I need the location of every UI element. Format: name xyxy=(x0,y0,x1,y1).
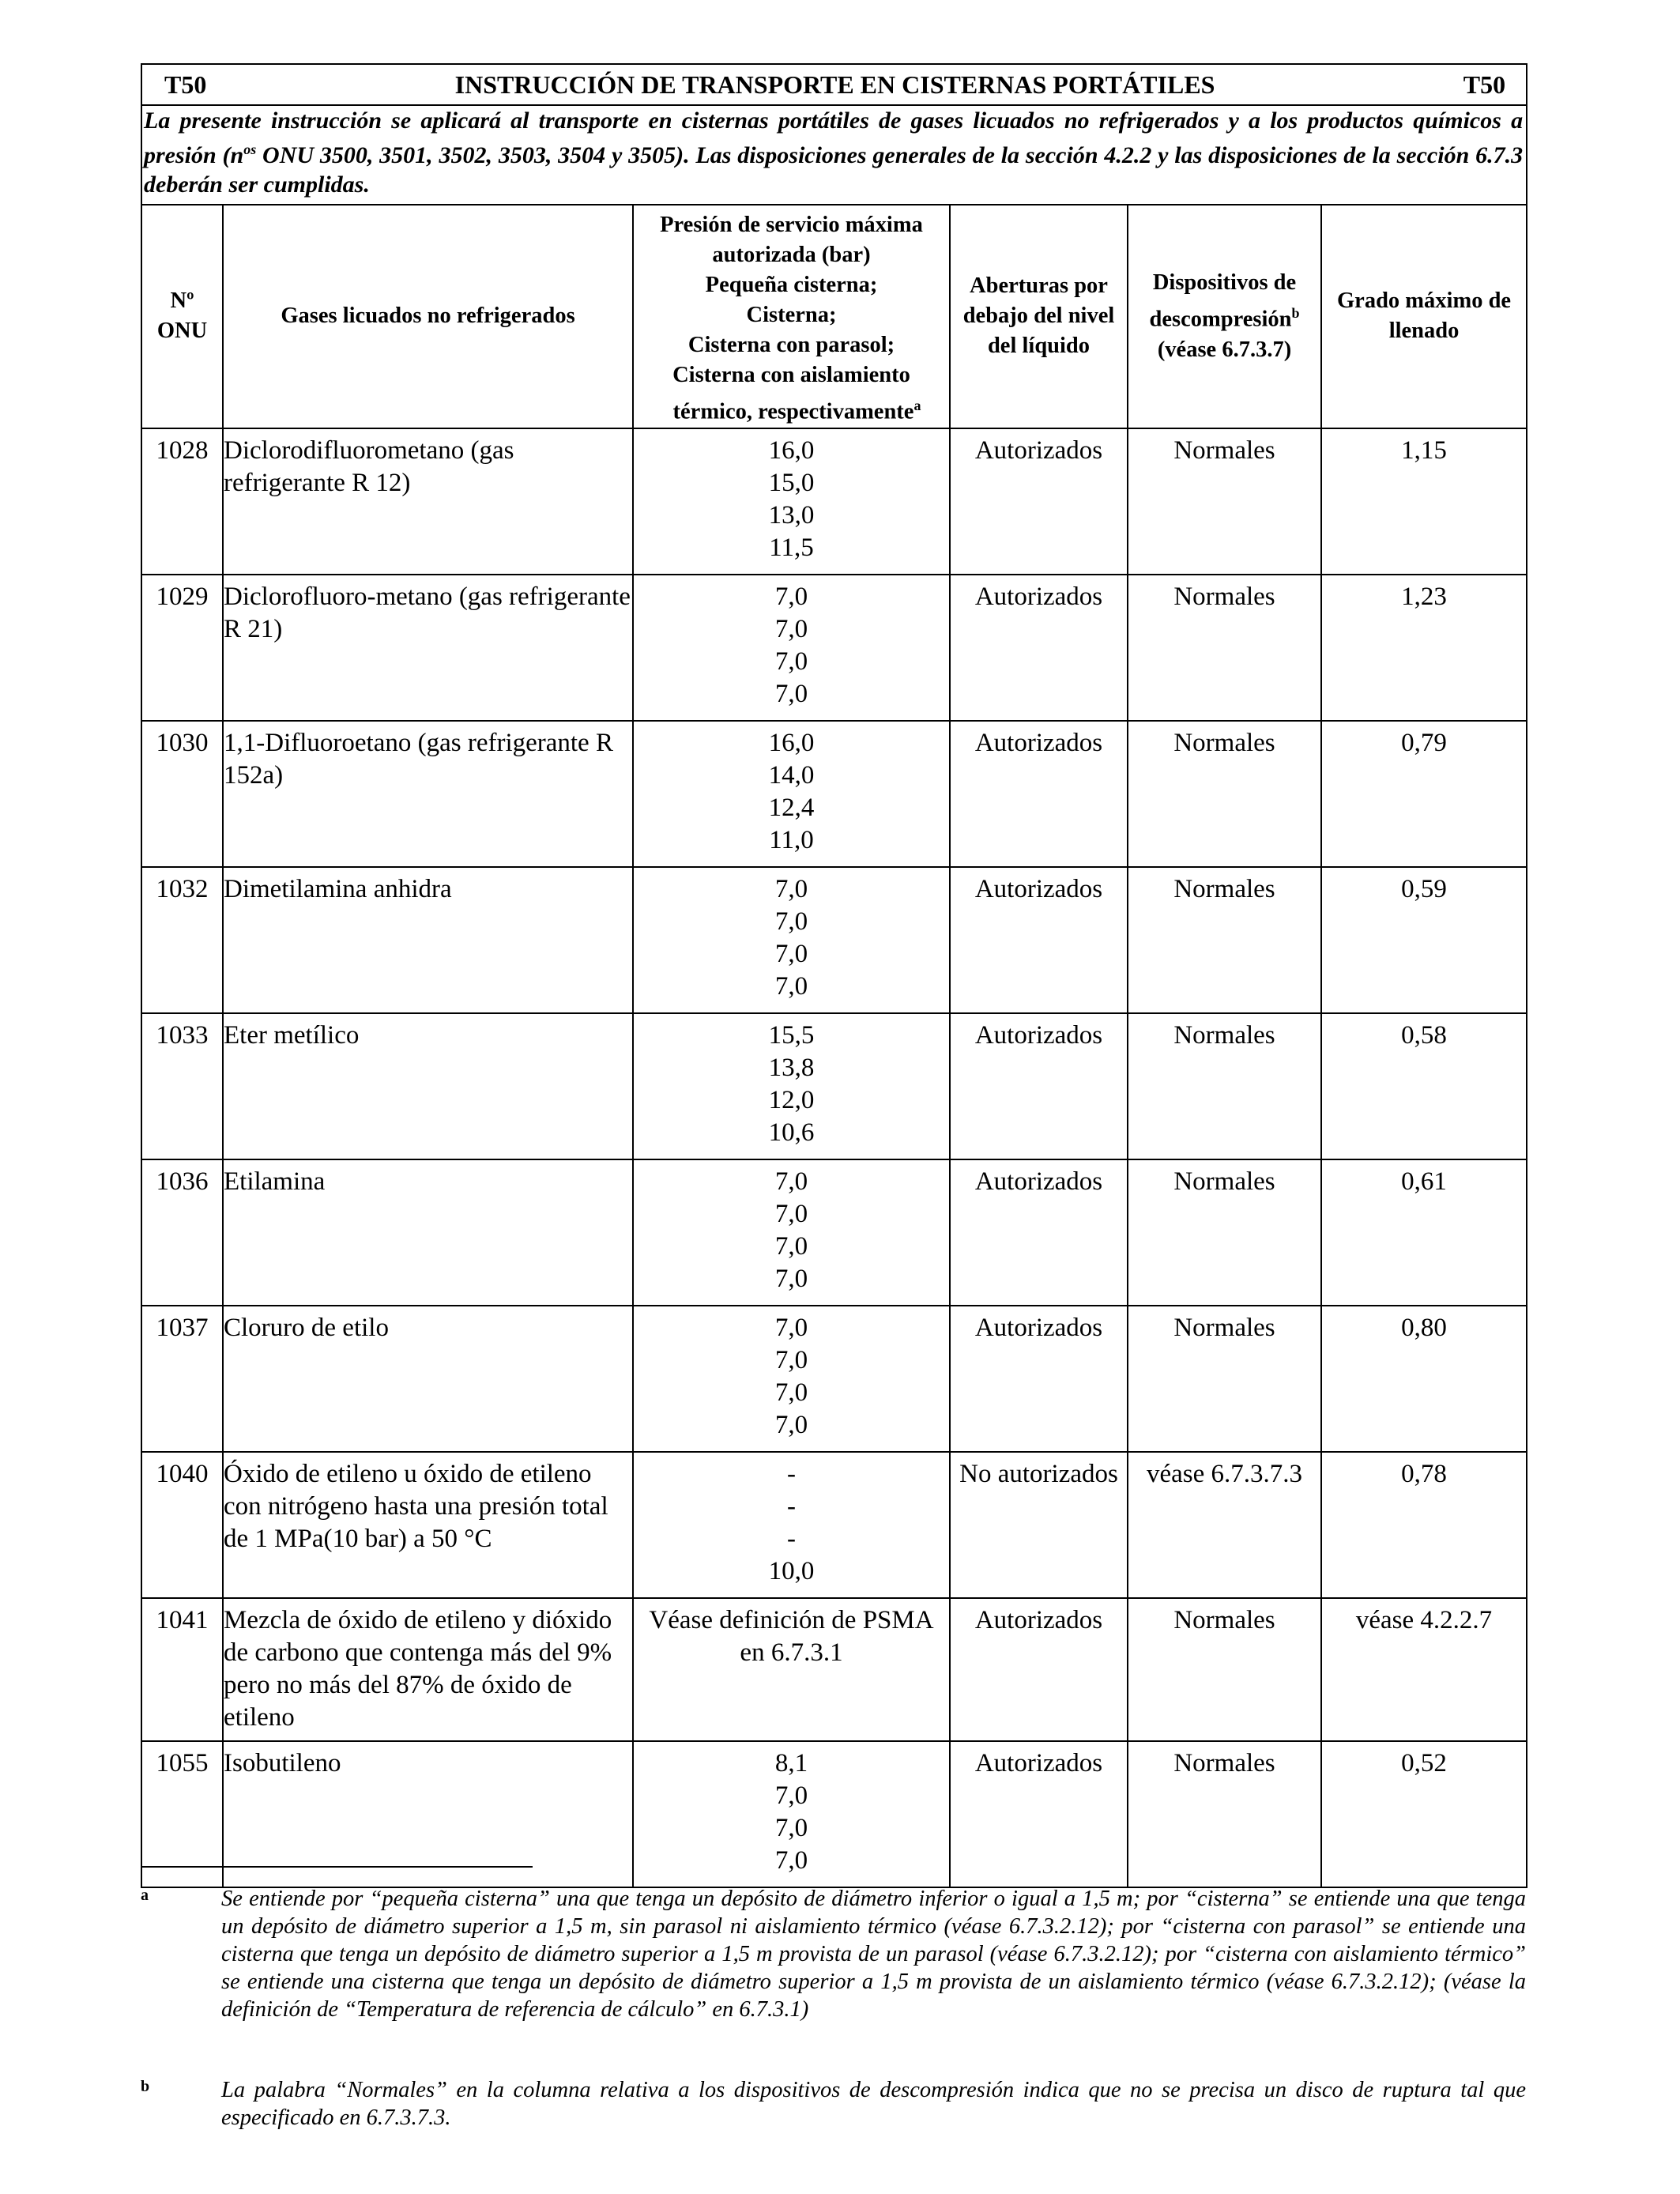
relief-devices-cell: Normales xyxy=(1128,1306,1321,1452)
pressure-value: 7,0 xyxy=(774,1813,808,1842)
pressure-value: 7,0 xyxy=(774,939,808,968)
intro-paragraph: La presente instrucción se aplicará al transporte en cisternas portátiles de gases licuados no refrigerados y a los productos químicos a presión ($n^{os}$ ONU 3500, 3501, 3502, 3503, 3504 y 3505). Las disposiciones generales de la sección 4.2.2 y las disposiciones de la sección 6.7.3 deberán ser cumplidas. xyxy=(141,105,1527,205)
openings-cell: Autorizados xyxy=(950,1306,1128,1452)
footnote-text: La palabra “Normales” en la columna relativa a los dispositivos de descompresión indica que no se precisa un disco de ruptura tal que especificado en 6.7.3.7.3. xyxy=(221,2078,1526,2130)
table-row xyxy=(141,867,1527,1013)
pressure-value: 8,1 xyxy=(774,1748,808,1777)
un-number-cell: 1029 xyxy=(141,575,223,721)
openings-cell: Autorizados xyxy=(950,1159,1128,1306)
header-un-number: Nº ONU xyxy=(141,205,223,428)
table-row xyxy=(141,1159,1527,1306)
header-gas-name: Gases licuados no refrigerados xyxy=(223,205,633,428)
header-max-filling: Grado máximo de llenado xyxy=(1321,205,1527,428)
table-row xyxy=(141,1598,1527,1741)
relief-devices-cell: Normales xyxy=(1128,1013,1321,1159)
title-row xyxy=(141,64,1527,105)
table-row xyxy=(141,1452,1527,1598)
instruction-code-left: T50 xyxy=(164,70,207,99)
max-filling-cell: 0,78 xyxy=(1321,1452,1527,1598)
table-body xyxy=(141,428,1527,1887)
un-number-cell: 1036 xyxy=(141,1159,223,1306)
gas-name-cell: Cloruro de etilo xyxy=(223,1306,633,1452)
max-filling-cell: 0,79 xyxy=(1321,721,1527,867)
max-filling-cell: 0,80 xyxy=(1321,1306,1527,1452)
header-pressure: Presión de servicio máxima autorizada (bar) Pequeña cisterna; Cisterna; Cisterna con parasol; Cisterna con aislamiento térmico, respectivamente$^a$ xyxy=(633,205,950,428)
pressure-value: 13,8 xyxy=(768,1053,815,1082)
relief-devices-cell: Normales xyxy=(1128,721,1321,867)
max-filling-cell: 0,59 xyxy=(1321,867,1527,1013)
intro-row xyxy=(141,105,1527,205)
pressure-value: 15,5 xyxy=(768,1020,815,1050)
pressure-value: 15,0 xyxy=(768,468,815,497)
gas-name-cell: Etilamina xyxy=(223,1159,633,1306)
max-filling-cell: 1,15 xyxy=(1321,428,1527,575)
pressure-value: 7,0 xyxy=(774,1345,808,1374)
pressure-cell xyxy=(633,1013,950,1159)
pressure-value: 11,5 xyxy=(769,533,814,562)
footnote-text: Se entiende por “pequeña cisterna” una que tenga un depósito de diámetro inferior o igual a 1,5 m; por “cisterna” se entiende una que tenga un depósito de diámetro superior a 1,5 m, sin parasol ni aislamiento térmico (véase 6.7.3.2.12); por “cisterna con parasol” se entiende una cisterna que tenga un depósito de diámetro superior a 1,5 m provista de un parasol (véase 6.7.3.2.12); por “cisterna con aislamiento térmico” se entiende una cisterna que tenga un depósito de diámetro superior a 1,5 m provista de un aislamiento térmico (véase 6.7.3.2.12); (véase la definición de “Temperatura de referencia de cálculo” en 6.7.3.1) xyxy=(221,1887,1526,2022)
un-number-cell: 1055 xyxy=(141,1741,223,1887)
pressure-cell xyxy=(633,1452,950,1598)
relief-devices-cell: Normales xyxy=(1128,1159,1321,1306)
gas-name-cell: Eter metílico xyxy=(223,1013,633,1159)
pressure-value: 7,0 xyxy=(774,1410,808,1439)
table-row xyxy=(141,428,1527,575)
pressure-value: 7,0 xyxy=(774,1313,808,1342)
relief-devices-cell: Normales xyxy=(1128,575,1321,721)
pressure-value: 12,0 xyxy=(768,1085,815,1114)
un-number-cell: 1033 xyxy=(141,1013,223,1159)
max-filling-cell: 0,52 xyxy=(1321,1741,1527,1887)
header-row xyxy=(141,205,1527,428)
pressure-value: 7,0 xyxy=(774,614,808,643)
table-row xyxy=(141,1306,1527,1452)
un-number-cell: 1032 xyxy=(141,867,223,1013)
table-row xyxy=(141,721,1527,867)
footnote-a xyxy=(141,1885,1526,2023)
pressure-value: 7,0 xyxy=(774,971,808,1001)
pressure-value: Véase definición de PSMA en 6.7.3.1 xyxy=(649,1605,934,1667)
un-number-cell: 1028 xyxy=(141,428,223,575)
transport-instruction-table xyxy=(141,63,1527,1888)
max-filling-cell: 0,61 xyxy=(1321,1159,1527,1306)
gas-name-cell: Diclorodifluorometano (gas refrigerante R 12) xyxy=(223,428,633,575)
pressure-value: 7,0 xyxy=(774,582,808,611)
pressure-cell xyxy=(633,575,950,721)
max-filling-cell: véase 4.2.2.7 xyxy=(1321,1598,1527,1741)
relief-devices-cell: Normales xyxy=(1128,1598,1321,1741)
pressure-value: - xyxy=(787,1459,796,1488)
un-number-cell: 1040 xyxy=(141,1452,223,1598)
relief-devices-cell: Normales xyxy=(1128,1741,1321,1887)
pressure-cell xyxy=(633,1306,950,1452)
gas-name-cell: Óxido de etileno u óxido de etileno con nitrógeno hasta una presión total de 1 MPa(10 bar) a 50 °C xyxy=(223,1452,633,1598)
pressure-value: 7,0 xyxy=(774,874,808,903)
pressure-value: 7,0 xyxy=(774,1264,808,1293)
instruction-title: INSTRUCCIÓN DE TRANSPORTE EN CISTERNAS PORTÁTILES xyxy=(454,70,1215,99)
un-number-cell: 1030 xyxy=(141,721,223,867)
pressure-value: 7,0 xyxy=(774,1781,808,1810)
relief-devices-cell: Normales xyxy=(1128,867,1321,1013)
gas-name-cell: Mezcla de óxido de etileno y dióxido de carbono que contenga más del 9% pero no más del 87% de óxido de etileno xyxy=(223,1598,633,1741)
pressure-value: 16,0 xyxy=(768,435,815,465)
max-filling-cell: 0,58 xyxy=(1321,1013,1527,1159)
max-filling-cell: 1,23 xyxy=(1321,575,1527,721)
relief-devices-cell: véase 6.7.3.7.3 xyxy=(1128,1452,1321,1598)
footnote-mark: b xyxy=(141,2078,150,2095)
pressure-value: - xyxy=(787,1524,796,1553)
pressure-cell xyxy=(633,1159,950,1306)
openings-cell: Autorizados xyxy=(950,1598,1128,1741)
pressure-value: 10,0 xyxy=(768,1556,815,1585)
un-number-cell: 1041 xyxy=(141,1598,223,1741)
gas-name-cell: Isobutileno xyxy=(223,1741,633,1887)
openings-cell: Autorizados xyxy=(950,575,1128,721)
pressure-value: 7,0 xyxy=(774,1167,808,1196)
openings-cell: No autorizados xyxy=(950,1452,1128,1598)
pressure-value: 13,0 xyxy=(768,500,815,530)
openings-cell: Autorizados xyxy=(950,1741,1128,1887)
un-number-cell: 1037 xyxy=(141,1306,223,1452)
header-relief-devices: Dispositivos de descompresión$^b$ (véase 6.7.3.7) xyxy=(1128,205,1321,428)
pressure-cell xyxy=(633,867,950,1013)
header-openings: Aberturas por debajo del nivel del líquido xyxy=(950,205,1128,428)
pressure-value: 16,0 xyxy=(768,728,815,757)
pressure-value: 10,6 xyxy=(768,1118,815,1147)
footnote-rule xyxy=(141,1866,533,1868)
footnote-mark: a xyxy=(141,1887,149,1904)
pressure-value: 12,4 xyxy=(768,793,815,822)
relief-devices-cell: Normales xyxy=(1128,428,1321,575)
pressure-cell xyxy=(633,428,950,575)
pressure-cell xyxy=(633,1598,950,1741)
pressure-value: 14,0 xyxy=(768,760,815,790)
pressure-cell xyxy=(633,721,950,867)
pressure-value: - xyxy=(787,1491,796,1521)
footnote-b xyxy=(141,2076,1526,2132)
pressure-value: 7,0 xyxy=(774,1199,808,1228)
table-row xyxy=(141,1741,1527,1887)
pressure-value: 7,0 xyxy=(774,1231,808,1261)
openings-cell: Autorizados xyxy=(950,721,1128,867)
pressure-value: 7,0 xyxy=(774,1845,808,1875)
pressure-value: 7,0 xyxy=(774,647,808,676)
table-row xyxy=(141,1013,1527,1159)
table-row xyxy=(141,575,1527,721)
instruction-code-right: T50 xyxy=(1463,70,1506,99)
gas-name-cell: Dimetilamina anhidra xyxy=(223,867,633,1013)
openings-cell: Autorizados xyxy=(950,1013,1128,1159)
pressure-value: 7,0 xyxy=(774,1378,808,1407)
openings-cell: Autorizados xyxy=(950,867,1128,1013)
pressure-value: 11,0 xyxy=(769,825,814,854)
openings-cell: Autorizados xyxy=(950,428,1128,575)
pressure-cell xyxy=(633,1741,950,1887)
gas-name-cell: 1,1-Difluoroetano (gas refrigerante R 152a) xyxy=(223,721,633,867)
gas-name-cell: Diclorofluoro-metano (gas refrigerante R 21) xyxy=(223,575,633,721)
pressure-value: 7,0 xyxy=(774,679,808,708)
pressure-value: 7,0 xyxy=(774,907,808,936)
